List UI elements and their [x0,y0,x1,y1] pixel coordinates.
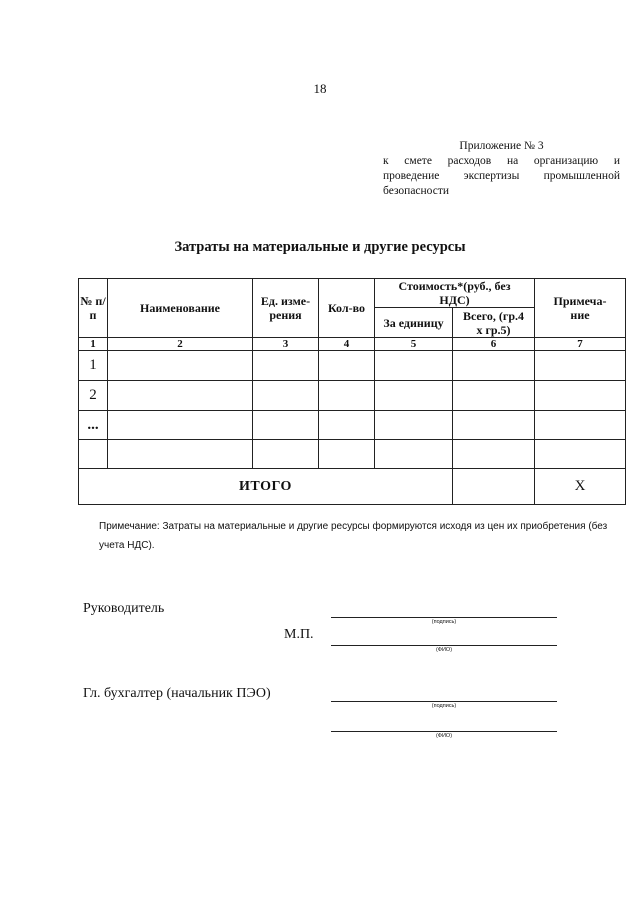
table-cell [319,411,375,440]
header-qty: Кол-во [319,279,375,338]
table-cell [253,381,319,411]
resources-table [78,278,626,505]
column-number: 4 [319,338,375,351]
table-cell [319,381,375,411]
table-cell [535,440,626,469]
appendix-title: Приложение № 3 [459,140,544,152]
manager-fio-line [331,645,557,646]
column-number: 3 [253,338,319,351]
appendix-line-2: проведение экспертизы промышленной [383,170,620,182]
row-number [79,440,108,469]
table-cell [535,351,626,381]
header-num: № п/п [79,279,108,338]
accountant-signature-line [331,701,557,702]
table-cell [253,440,319,469]
document-title: Затраты на материальные и другие ресурсы [174,239,466,255]
table-cell [453,411,535,440]
appendix-reference [383,139,620,199]
table-row [79,411,626,440]
header-cost-group: Стоимость*(руб., без НДС) [375,279,535,308]
table-cell [375,351,453,381]
table-cell [535,411,626,440]
manager-label: Руководитель [83,601,165,616]
accountant-label: Гл. бухгалтер (начальник ПЭО) [83,686,271,701]
manager-signature-line [331,617,557,618]
table-cell [108,381,253,411]
table-row [79,351,626,381]
table-cell [108,440,253,469]
page-number: 18 [313,81,327,96]
total-row [79,469,626,505]
table-cell [108,351,253,381]
table-cell [108,411,253,440]
appendix-line-1: к смете расходов на организацию и [383,155,620,167]
column-number: 6 [453,338,535,351]
table-cell [319,351,375,381]
total-label: ИТОГО [79,469,453,505]
table-cell [375,381,453,411]
row-number: 2 [79,381,108,411]
header-unit: Ед. изме-рения [253,279,319,338]
total-note: Х [535,469,626,505]
column-number: 5 [375,338,453,351]
header-name: Наименование [108,279,253,338]
table-footnote: Примечание: Затраты на материальные и другие ресурсы формируются исходя из цен их приобретения (без учета НДС). [99,521,608,551]
header-note: Примеча-ние [535,279,626,338]
signature-caption: (подпись) [431,703,457,709]
fio-caption: (ФИО) [435,733,453,739]
column-number: 2 [108,338,253,351]
table-cell [375,411,453,440]
table-cell [535,381,626,411]
signature-caption: (подпись) [431,619,457,625]
column-numbers-row [79,338,626,351]
column-number: 7 [535,338,626,351]
table-cell [253,351,319,381]
table-cell [453,440,535,469]
accountant-fio-line [331,731,557,732]
table-cell [453,381,535,411]
stamp-label: М.П. [284,627,314,642]
table-row [79,381,626,411]
row-number: ... [79,411,108,440]
total-value-cell [453,469,535,505]
appendix-line-3: безопасности [383,185,450,197]
fio-caption: (ФИО) [435,647,453,653]
header-total: Всего, (гр.4 х гр.5) [453,308,535,338]
header-per-unit: За единицу [375,308,453,338]
table-row [79,440,626,469]
column-number: 1 [79,338,108,351]
table-cell [319,440,375,469]
table-cell [253,411,319,440]
row-number: 1 [79,351,108,381]
table-cell [375,440,453,469]
table-cell [453,351,535,381]
